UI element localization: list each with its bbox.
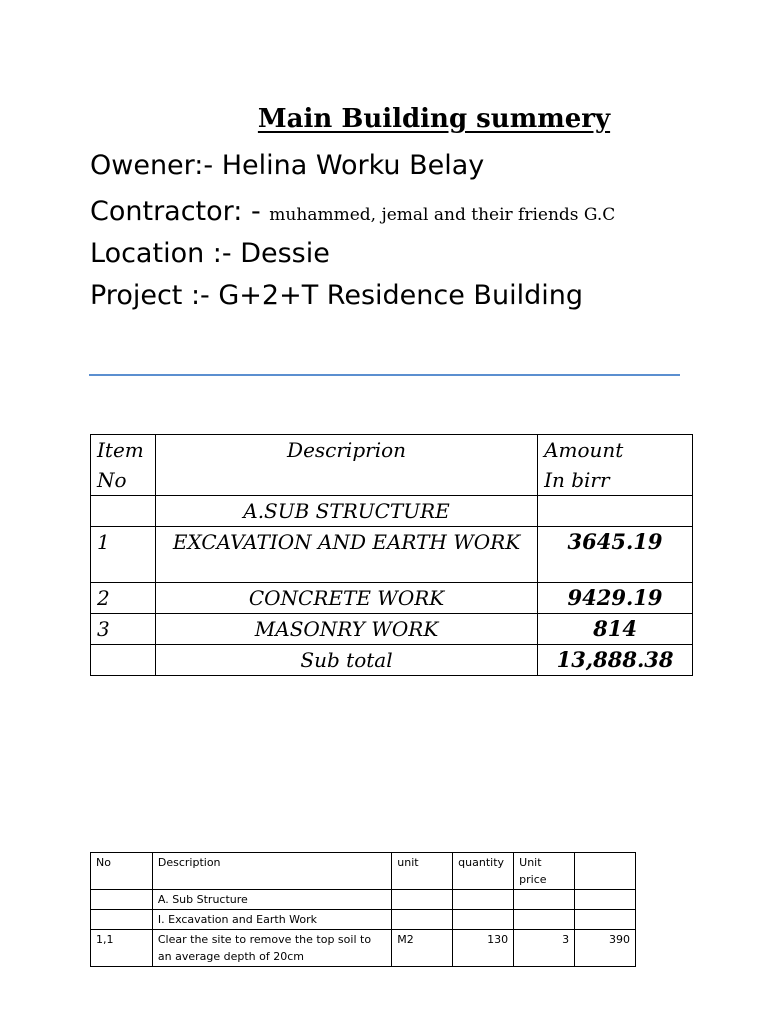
- detail-row-quantity: 130: [453, 930, 514, 967]
- header-description: Descriprion: [155, 435, 537, 496]
- header-amount: [538, 435, 693, 496]
- row-no: 2: [91, 583, 156, 614]
- header-in-birr-text: In birr: [544, 468, 610, 492]
- header-amount-text: Amount: [544, 438, 624, 462]
- detail-row-amount: 390: [575, 930, 636, 967]
- detail-header-description: Description: [152, 853, 391, 890]
- detail-header-unit: unit: [392, 853, 453, 890]
- row-description: CONCRETE WORK: [155, 583, 537, 614]
- summary-section-row: [91, 496, 693, 527]
- contractor-line: [90, 196, 615, 231]
- subtotal-value: 13,888.38: [538, 645, 693, 676]
- table-row: [91, 527, 693, 583]
- detail-header-unit-price-line1: Unit: [519, 856, 542, 869]
- section-label: A.SUB STRUCTURE: [155, 496, 537, 527]
- contractor-value: muhammed, jemal and their friends G.C: [269, 205, 616, 225]
- subtotal-row: [91, 645, 693, 676]
- detail-header-amount: [575, 853, 636, 890]
- row-amount: 814: [538, 614, 693, 645]
- detail-section-row: [91, 890, 636, 910]
- row-no: 1: [91, 527, 156, 583]
- row-no: 3: [91, 614, 156, 645]
- document-title: Main Building summery: [257, 104, 611, 134]
- divider-line: [89, 374, 680, 376]
- row-amount: 9429.19: [538, 583, 693, 614]
- detail-row-unit: M2: [392, 930, 453, 967]
- contractor-label: Contractor: -: [90, 196, 270, 227]
- table-row: [91, 614, 693, 645]
- summary-table: [90, 434, 693, 676]
- detail-row-unit-price: 3: [514, 930, 575, 967]
- header-item-no: [91, 435, 156, 496]
- row-amount: 3645.19: [538, 527, 693, 583]
- detail-header-unit-price-line2: price: [519, 873, 547, 886]
- detail-row-description-line1: Clear the site to remove the top soil to: [157, 933, 372, 946]
- row-description: EXCAVATION AND EARTH WORK: [155, 527, 537, 583]
- summary-header-row: [91, 435, 693, 496]
- detail-row-no: 1,1: [91, 930, 153, 967]
- detail-header-quantity: quantity: [453, 853, 514, 890]
- header-item-text: Item: [97, 438, 144, 462]
- header-no-text: No: [97, 468, 127, 492]
- detail-row-description: [152, 930, 391, 967]
- project-line: Project :- G+2+T Residence Building: [90, 280, 583, 311]
- detail-section-label: A. Sub Structure: [152, 890, 391, 910]
- table-row: [91, 930, 636, 967]
- detail-subsection-row: [91, 910, 636, 930]
- detail-header-no: No: [91, 853, 153, 890]
- row-description: MASONRY WORK: [155, 614, 537, 645]
- detail-header-unit-price: [514, 853, 575, 890]
- subtotal-label: Sub total: [155, 645, 537, 676]
- detail-header-row: [91, 853, 636, 890]
- owner-line: Owener:- Helina Worku Belay: [90, 150, 485, 181]
- detail-table: [90, 852, 636, 967]
- detail-subsection-label: I. Excavation and Earth Work: [152, 910, 391, 930]
- detail-row-description-line2: an average depth of 20cm: [157, 950, 304, 963]
- table-row: [91, 583, 693, 614]
- location-line: Location :- Dessie: [90, 238, 330, 269]
